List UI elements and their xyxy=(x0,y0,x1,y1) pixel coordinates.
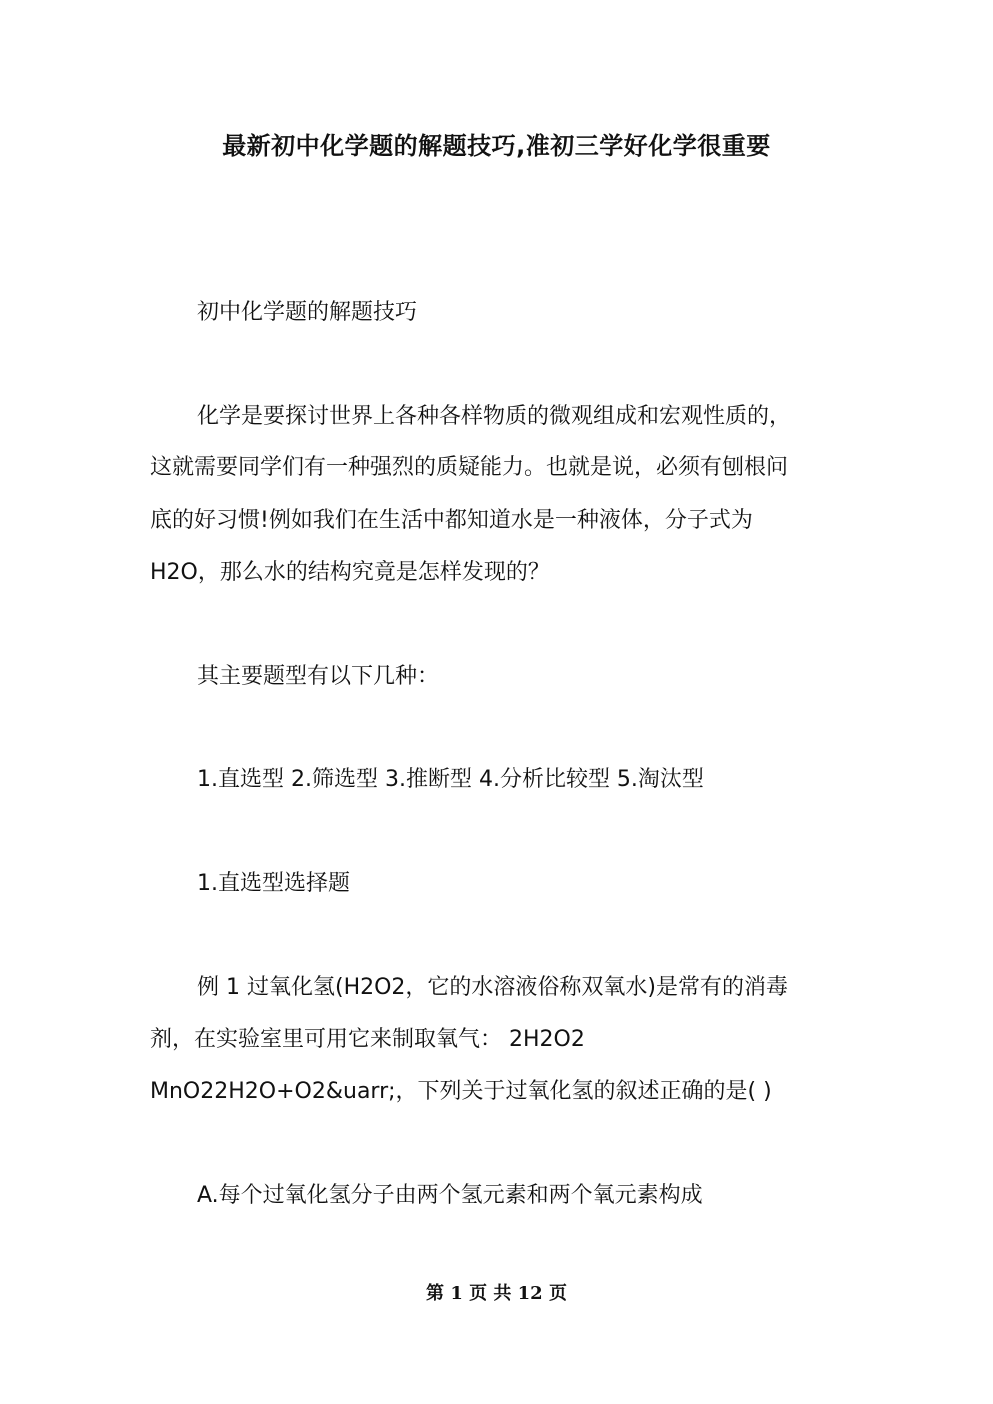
answer-option: A.每个过氧化氢分子由两个氢元素和两个氧元素构成 xyxy=(197,1183,703,1208)
paragraph-line: 底的好习惯!例如我们在生活中都知道水是一种液体，分子式为 xyxy=(150,508,753,533)
document-title: 最新初中化学题的解题技巧,准初三学好化学很重要 xyxy=(222,132,771,160)
example-line: 剂，在实验室里可用它来制取氧气： 2H2O2 xyxy=(150,1027,585,1052)
paragraph-line: 化学是要探讨世界上各种各样物质的微观组成和宏观性质的， xyxy=(197,404,792,429)
paragraph-line: 这就需要同学们有一种强烈的质疑能力。也就是说，必须有刨根问 xyxy=(150,455,789,480)
example-line: 例 1 过氧化氢(H2O2，它的水溶液俗称双氧水)是常有的消毒 xyxy=(197,975,789,1000)
subsection-heading: 1.直选型选择题 xyxy=(197,871,350,896)
paragraph-line: H2O，那么水的结构究竟是怎样发现的？ xyxy=(150,560,550,585)
example-line: MnO22H2O+O2&uarr;，下列关于过氧化氢的叙述正确的是( ) xyxy=(150,1079,772,1104)
section-heading: 初中化学题的解题技巧 xyxy=(197,300,418,325)
page-footer: 第 1 页 共 12 页 xyxy=(426,1283,567,1304)
question-type-list: 1.直选型 2.筛选型 3.推断型 4.分析比较型 5.淘汰型 xyxy=(197,767,704,792)
paragraph-line: 其主要题型有以下几种： xyxy=(197,664,440,689)
